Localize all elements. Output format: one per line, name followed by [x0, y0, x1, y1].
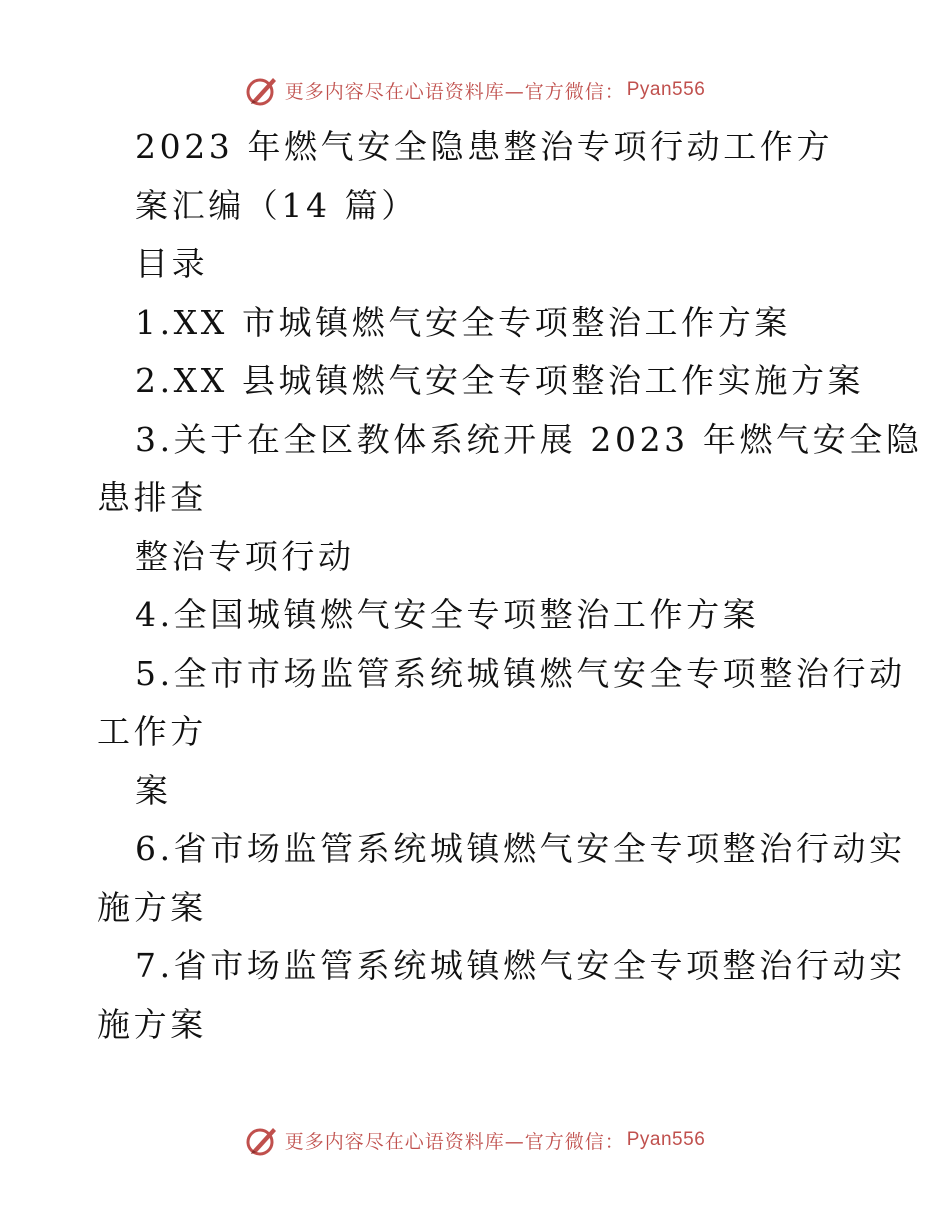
document-body	[97, 118, 923, 1054]
watermark-wechat-id: Pyan556	[626, 79, 706, 100]
watermark-text: 更多内容尽在心语资料库—官方微信：	[284, 80, 625, 103]
doc-title-line-1: 2023 年燃气安全隐患整治专项行动工作方	[135, 127, 834, 166]
toc-item-1: 1.XX 市城镇燃气安全专项整治工作方案	[135, 302, 791, 342]
toc-item-4: 4.全国城镇燃气安全专项整治工作方案	[135, 595, 760, 634]
watermark-footer	[0, 1120, 950, 1160]
toc-item-2: 2.XX 县城镇燃气安全专项整治工作实施方案	[135, 361, 865, 400]
toc-item-5-cont: 工作方	[97, 712, 207, 751]
toc-item-7: 7.省市场监管系统城镇燃气安全专项整治行动实	[135, 946, 906, 985]
doc-title-line-2: 案汇编（14 篇）	[135, 185, 418, 225]
toc-item-6: 6.省市场监管系统城镇燃气安全专项整治行动实	[135, 829, 906, 868]
watermark-wechat-id: Pyan556	[626, 1129, 706, 1150]
quill-pen-logo-icon	[245, 73, 279, 107]
toc-item-7-cont: 施方案	[97, 1004, 207, 1044]
quill-pen-logo-icon	[245, 1123, 279, 1157]
toc-item-5-cont-2: 案	[135, 770, 172, 810]
watermark-header	[0, 70, 950, 110]
toc-item-3: 3.关于在全区教体系统开展 2023 年燃气安全隐	[135, 419, 923, 459]
toc-heading: 目录	[135, 244, 209, 283]
toc-item-3-cont: 患排查	[97, 478, 207, 517]
toc-item-3-cont-2: 整治专项行动	[135, 536, 355, 576]
toc-item-5: 5.全市市场监管系统城镇燃气安全专项整治行动	[135, 653, 906, 693]
watermark-text: 更多内容尽在心语资料库—官方微信：	[284, 1130, 625, 1153]
toc-item-6-cont: 施方案	[97, 887, 207, 927]
